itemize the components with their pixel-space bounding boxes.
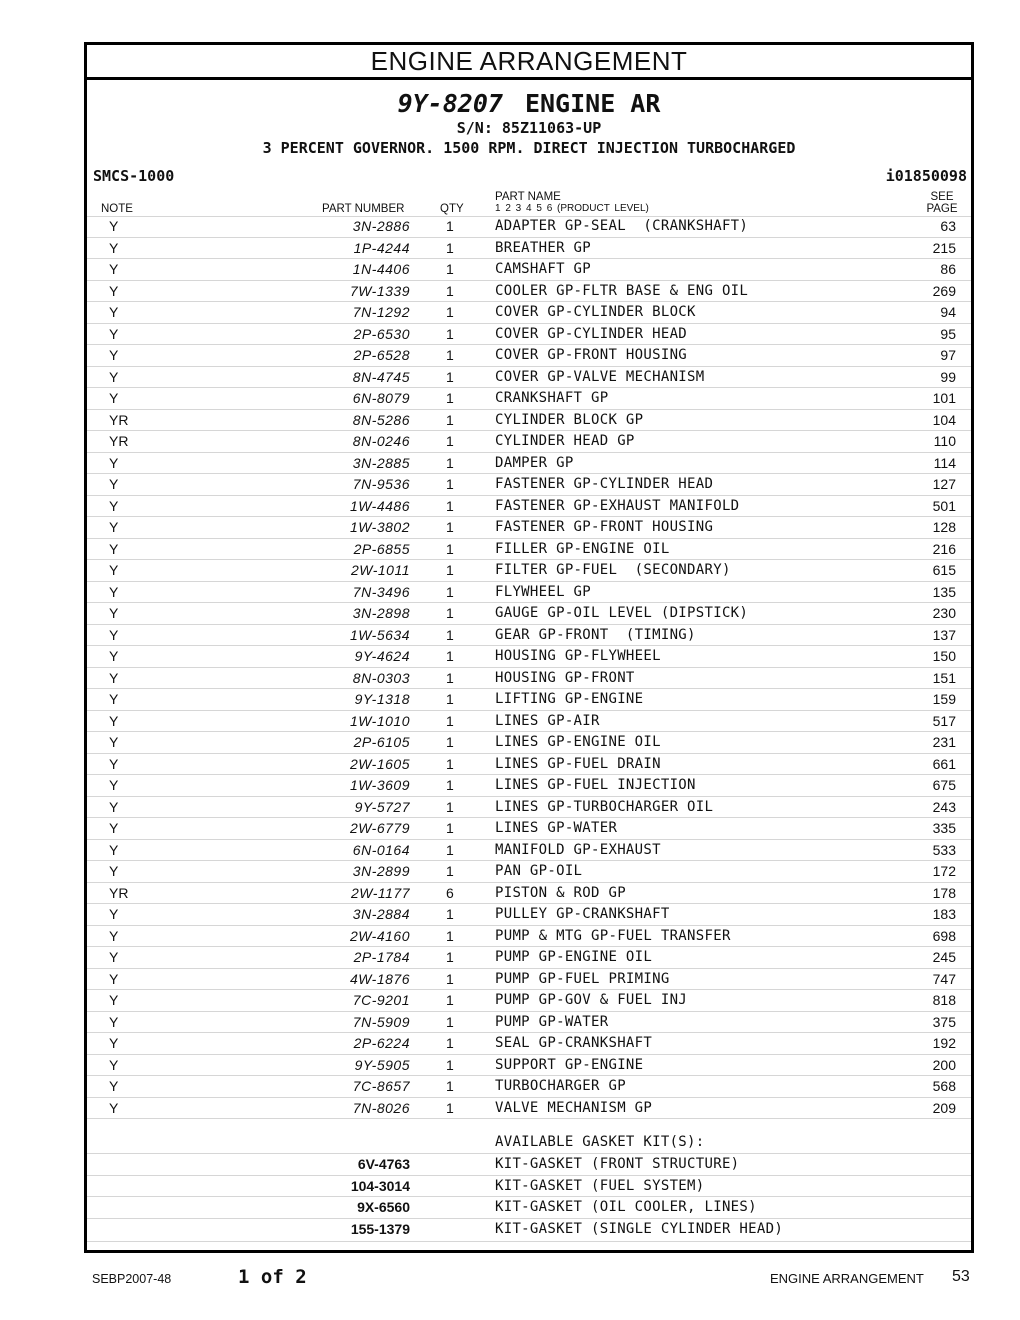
row-qty: 1 <box>446 325 454 342</box>
row-qty: 1 <box>446 863 454 879</box>
serial-number: S/N: 85Z11063-UP <box>456 119 602 137</box>
row-part-number: 9Y-4624 <box>354 648 410 664</box>
row-part-name: FILLER GP-ENGINE OIL <box>495 540 670 557</box>
column-header-part-number: PART NUMBER <box>322 203 405 215</box>
model-heading <box>87 89 971 118</box>
column-header-see: SEE <box>930 191 954 203</box>
row-see-page[interactable]: 245 <box>932 949 956 965</box>
row-part-name: DAMPER GP <box>495 454 574 471</box>
kit-name: KIT-GASKET (FUEL SYSTEM) <box>495 1177 705 1194</box>
row-note: Y <box>109 820 119 836</box>
row-see-page[interactable]: 675 <box>932 777 956 793</box>
row-note: Y <box>109 497 119 514</box>
row-note: Y <box>109 1013 119 1030</box>
table-row <box>87 904 971 926</box>
row-note: Y <box>109 863 119 879</box>
row-note: Y <box>109 476 119 492</box>
row-note: Y <box>109 218 119 234</box>
row-part-name: FLYWHEEL GP <box>495 583 592 600</box>
row-part-number: 2W-1605 <box>349 755 410 772</box>
row-qty: 1 <box>446 820 454 836</box>
row-part-number: 9Y-5727 <box>354 798 410 815</box>
row-note: Y <box>109 540 119 557</box>
row-see-page[interactable]: 183 <box>932 906 956 922</box>
row-note: Y <box>109 841 119 858</box>
row-see-page[interactable]: 243 <box>932 798 956 815</box>
table-row <box>87 947 971 969</box>
row-part-name: COOLER GP-FLTR BASE & ENG OIL <box>495 282 749 299</box>
row-part-number: 3N-2884 <box>352 906 410 922</box>
table-row <box>87 582 971 604</box>
row-part-name: LINES GP-WATER <box>495 820 618 836</box>
table-row <box>87 797 971 819</box>
row-see-page[interactable]: 127 <box>932 476 956 492</box>
row-part-name: FASTENER GP-CYLINDER HEAD <box>495 476 714 492</box>
row-part-number: 7N-1292 <box>352 304 410 320</box>
kit-row <box>87 1175 971 1197</box>
kit-row <box>87 1196 971 1218</box>
row-part-number: 7C-9201 <box>352 992 410 1008</box>
row-part-name: PULLEY GP-CRANKSHAFT <box>495 906 670 922</box>
row-qty: 1 <box>446 992 454 1008</box>
row-qty: 1 <box>446 368 454 385</box>
table-row <box>87 668 971 690</box>
row-part-number: 9Y-5905 <box>354 1056 410 1073</box>
row-part-name: PAN GP-OIL <box>495 863 583 879</box>
row-part-name: COVER GP-CYLINDER HEAD <box>495 325 688 342</box>
row-see-page[interactable]: 97 <box>940 347 956 363</box>
row-part-number: 3N-2899 <box>352 863 410 879</box>
row-part-name: TURBOCHARGER GP <box>495 1078 626 1094</box>
row-see-page[interactable]: 215 <box>932 239 956 256</box>
row-qty: 1 <box>446 1078 454 1094</box>
row-note: Y <box>109 755 119 772</box>
row-part-number: 2W-4160 <box>349 927 410 944</box>
row-part-number: 8N-5286 <box>352 411 410 428</box>
illustration-id: i01850098 <box>885 167 967 185</box>
arrangement-description: 3 PERCENT GOVERNOR. 1500 RPM. DIRECT INJECTION TURBOCHARGED <box>262 139 796 157</box>
row-see-page[interactable]: 114 <box>933 454 956 471</box>
model-name: ENGINE AR <box>524 89 661 118</box>
row-qty: 1 <box>446 562 454 578</box>
row-note: Y <box>109 282 119 299</box>
row-part-name: FASTENER GP-EXHAUST MANIFOLD <box>495 497 740 514</box>
row-qty: 1 <box>446 949 454 965</box>
row-note: Y <box>109 605 119 621</box>
row-see-page[interactable]: 99 <box>940 368 956 385</box>
row-part-name: PUMP GP-GOV & FUEL INJ <box>495 992 688 1008</box>
bottom-divider <box>87 1241 971 1242</box>
row-note: Y <box>109 992 119 1008</box>
row-see-page[interactable]: 517 <box>932 712 956 729</box>
row-see-page[interactable]: 135 <box>932 583 956 600</box>
row-part-number: 2W-1177 <box>350 884 410 901</box>
row-see-page[interactable]: 698 <box>932 927 956 944</box>
column-header-product-level: 1 2 3 4 5 6 (PRODUCT LEVEL) <box>495 203 649 214</box>
page-title: ENGINE ARRANGEMENT <box>87 45 971 80</box>
row-see-page[interactable]: 615 <box>932 562 956 578</box>
row-note: Y <box>109 1035 119 1051</box>
row-part-number: 9Y-1318 <box>354 691 410 707</box>
row-part-number: 8N-0303 <box>352 669 410 686</box>
row-part-name: VALVE MECHANISM GP <box>495 1099 653 1116</box>
row-part-name: GEAR GP-FRONT (TIMING) <box>495 626 696 643</box>
footer-doc-id: SEBP2007-48 <box>92 1272 172 1286</box>
table-row <box>87 646 971 668</box>
row-see-page[interactable]: 150 <box>932 648 956 664</box>
row-note: Y <box>109 626 119 643</box>
row-part-name: PUMP GP-FUEL PRIMING <box>495 970 670 987</box>
row-note: Y <box>109 583 119 600</box>
table-row <box>87 259 971 281</box>
row-part-name: COVER GP-CYLINDER BLOCK <box>495 304 696 320</box>
row-note: Y <box>109 347 119 363</box>
row-part-name: LINES GP-TURBOCHARGER OIL <box>495 798 714 815</box>
row-part-name: BREATHER GP <box>495 239 592 256</box>
kit-name: KIT-GASKET (FRONT STRUCTURE) <box>495 1156 740 1172</box>
row-note: Y <box>109 648 119 664</box>
column-header-page: PAGE <box>926 203 958 215</box>
row-qty: 1 <box>446 583 454 600</box>
table-row <box>87 539 971 561</box>
parts-list-frame <box>84 42 974 1253</box>
column-header-note: NOTE <box>101 203 133 215</box>
row-part-name: LINES GP-FUEL INJECTION <box>495 777 696 793</box>
row-see-page[interactable]: 94 <box>940 304 956 320</box>
row-qty: 1 <box>446 347 454 363</box>
table-row <box>87 560 971 582</box>
row-qty: 1 <box>446 239 454 256</box>
row-part-name: HOUSING GP-FRONT <box>495 669 635 686</box>
row-see-page[interactable]: 501 <box>932 497 956 514</box>
row-see-page[interactable]: 533 <box>932 841 956 858</box>
row-see-page[interactable]: 86 <box>940 261 956 277</box>
row-part-number: 2P-6105 <box>353 734 410 750</box>
table-row <box>87 345 971 367</box>
row-note: Y <box>109 325 119 342</box>
row-see-page[interactable]: 335 <box>932 820 956 836</box>
table-row <box>87 324 971 346</box>
row-qty: 1 <box>446 906 454 922</box>
row-qty: 1 <box>446 282 454 299</box>
row-see-page[interactable]: 661 <box>932 755 956 772</box>
row-note: YR <box>109 411 129 428</box>
row-part-name: PISTON & ROD GP <box>495 884 626 901</box>
table-row <box>87 711 971 733</box>
row-see-page[interactable]: 128 <box>932 519 956 535</box>
row-see-page[interactable]: 63 <box>940 218 956 234</box>
row-note: Y <box>109 777 119 793</box>
row-part-number: 4W-1876 <box>349 970 410 987</box>
row-part-name: CRANKSHAFT GP <box>495 390 609 406</box>
table-row <box>87 453 971 475</box>
kit-name: KIT-GASKET (SINGLE CYLINDER HEAD) <box>495 1220 784 1237</box>
row-part-number: 8N-4745 <box>352 368 410 385</box>
table-row <box>87 732 971 754</box>
row-qty: 1 <box>446 691 454 707</box>
row-see-page[interactable]: 375 <box>932 1013 956 1030</box>
kit-part-number: 104-3014 <box>350 1177 410 1194</box>
row-part-number: 7N-5909 <box>352 1013 410 1030</box>
footer-page-count: 1 of 2 <box>238 1266 307 1288</box>
row-part-number: 7N-9536 <box>352 476 410 492</box>
row-part-name: CYLINDER HEAD GP <box>495 433 635 449</box>
row-qty: 1 <box>446 712 454 729</box>
table-row <box>87 818 971 840</box>
row-qty: 1 <box>446 605 454 621</box>
row-qty: 1 <box>446 1056 454 1073</box>
row-qty: 1 <box>446 497 454 514</box>
row-part-name: CYLINDER BLOCK GP <box>495 411 644 428</box>
row-part-number: 1W-3802 <box>349 519 410 535</box>
table-row <box>87 367 971 389</box>
row-note: YR <box>109 884 129 901</box>
row-part-number: 8N-0246 <box>352 433 410 449</box>
row-note: YR <box>109 433 129 449</box>
row-qty: 1 <box>446 777 454 793</box>
row-qty: 1 <box>446 540 454 557</box>
row-part-number: 7W-1339 <box>349 282 410 299</box>
table-row <box>87 388 971 410</box>
row-qty: 1 <box>446 476 454 492</box>
row-note: Y <box>109 519 119 535</box>
row-see-page[interactable]: 216 <box>932 540 956 557</box>
row-part-number: 2W-6779 <box>349 820 410 836</box>
row-part-number: 2W-1011 <box>350 562 410 578</box>
row-qty: 1 <box>446 519 454 535</box>
table-row <box>87 1098 971 1120</box>
table-row <box>87 281 971 303</box>
row-see-page[interactable]: 231 <box>932 734 956 750</box>
column-header-part-name: PART NAME <box>495 191 561 203</box>
gasket-kits-table <box>87 1153 971 1239</box>
kit-name: KIT-GASKET (OIL COOLER, LINES) <box>495 1199 757 1215</box>
row-part-name: PUMP GP-WATER <box>495 1013 609 1030</box>
row-qty: 1 <box>446 390 454 406</box>
row-note: Y <box>109 798 119 815</box>
row-part-name: SUPPORT GP-ENGINE <box>495 1056 644 1073</box>
row-qty: 1 <box>446 798 454 815</box>
row-see-page[interactable]: 747 <box>932 970 956 987</box>
table-row <box>87 754 971 776</box>
footer-section-title: ENGINE ARRANGEMENT <box>770 1271 924 1286</box>
row-part-number: 2P-6224 <box>353 1035 410 1051</box>
row-see-page[interactable]: 95 <box>940 325 956 342</box>
row-part-name: FASTENER GP-FRONT HOUSING <box>495 519 714 535</box>
table-row <box>87 1076 971 1098</box>
row-note: Y <box>109 691 119 707</box>
row-qty: 1 <box>446 433 454 449</box>
row-part-name: COVER GP-FRONT HOUSING <box>495 347 688 363</box>
table-row <box>87 990 971 1012</box>
row-qty: 1 <box>446 626 454 643</box>
row-part-number: 7N-8026 <box>352 1099 410 1116</box>
row-part-name: LINES GP-ENGINE OIL <box>495 734 661 750</box>
row-note: Y <box>109 1056 119 1073</box>
table-row <box>87 840 971 862</box>
table-row <box>87 969 971 991</box>
row-part-name: SEAL GP-CRANKSHAFT <box>495 1035 653 1051</box>
row-qty: 1 <box>446 755 454 772</box>
row-part-number: 2P-1784 <box>353 949 410 965</box>
row-part-number: 6N-0164 <box>352 841 410 858</box>
footer-page-number: 53 <box>952 1268 970 1285</box>
row-part-name: PUMP GP-ENGINE OIL <box>495 949 653 965</box>
row-qty: 1 <box>446 734 454 750</box>
kit-row <box>87 1153 971 1175</box>
parts-table <box>87 216 971 1119</box>
row-qty: 1 <box>446 669 454 686</box>
column-header-qty: QTY <box>440 203 464 215</box>
table-row <box>87 496 971 518</box>
row-note: Y <box>109 1078 119 1094</box>
row-part-number: 1W-5634 <box>349 626 410 643</box>
row-note: Y <box>109 906 119 922</box>
table-row <box>87 883 971 905</box>
table-row <box>87 1012 971 1034</box>
row-part-number: 6N-8079 <box>352 390 410 406</box>
table-row <box>87 926 971 948</box>
row-part-name: LIFTING GP-ENGINE <box>495 691 644 707</box>
row-see-page[interactable]: 230 <box>932 605 956 621</box>
row-qty: 1 <box>446 648 454 664</box>
row-note: Y <box>109 669 119 686</box>
table-row <box>87 861 971 883</box>
row-note: Y <box>109 734 119 750</box>
model-part-number: 9Y-8207 <box>397 89 503 118</box>
row-part-name: GAUGE GP-OIL LEVEL (DIPSTICK) <box>495 605 749 621</box>
row-note: Y <box>109 261 119 277</box>
table-row <box>87 775 971 797</box>
row-part-number: 3N-2886 <box>352 218 410 234</box>
table-row <box>87 1055 971 1077</box>
row-qty: 1 <box>446 970 454 987</box>
row-see-page[interactable]: 159 <box>932 691 956 707</box>
row-part-name: LINES GP-FUEL DRAIN <box>495 755 661 772</box>
row-part-number: 2P-6528 <box>353 347 410 363</box>
row-part-name: COVER GP-VALVE MECHANISM <box>495 368 705 385</box>
table-row <box>87 302 971 324</box>
row-see-page[interactable]: 151 <box>932 669 956 686</box>
row-note: Y <box>109 454 119 471</box>
row-see-page[interactable]: 110 <box>933 433 956 449</box>
row-see-page[interactable]: 178 <box>932 884 956 901</box>
row-qty: 1 <box>446 304 454 320</box>
row-note: Y <box>109 390 119 406</box>
row-note: Y <box>109 712 119 729</box>
row-part-number: 7N-3496 <box>352 583 410 600</box>
row-part-name: PUMP & MTG GP-FUEL TRANSFER <box>495 927 731 944</box>
row-part-number: 3N-2885 <box>352 454 410 471</box>
row-see-page[interactable]: 101 <box>932 390 956 406</box>
gasket-kits-heading: AVAILABLE GASKET KIT(S): <box>495 1134 705 1150</box>
row-note: Y <box>109 304 119 320</box>
row-part-number: 2P-6855 <box>353 540 410 557</box>
row-part-name: ADAPTER GP-SEAL (CRANKSHAFT) <box>495 218 749 234</box>
row-part-number: 1W-1010 <box>349 712 410 729</box>
row-qty: 6 <box>446 884 454 901</box>
row-note: Y <box>109 1099 119 1116</box>
row-qty: 1 <box>446 927 454 944</box>
table-row <box>87 689 971 711</box>
row-part-name: LINES GP-AIR <box>495 712 600 729</box>
row-see-page[interactable]: 568 <box>932 1078 956 1094</box>
table-row <box>87 625 971 647</box>
row-qty: 1 <box>446 1035 454 1051</box>
row-see-page[interactable]: 104 <box>932 411 956 428</box>
table-row <box>87 238 971 260</box>
row-note: Y <box>109 949 119 965</box>
table-row <box>87 216 971 238</box>
row-qty: 1 <box>446 454 454 471</box>
kit-part-number: 155-1379 <box>350 1220 410 1237</box>
row-part-number: 7C-8657 <box>352 1078 410 1094</box>
row-qty: 1 <box>446 841 454 858</box>
row-see-page[interactable]: 172 <box>932 863 956 879</box>
table-row <box>87 1033 971 1055</box>
row-note: Y <box>109 562 119 578</box>
table-row <box>87 431 971 453</box>
row-part-name: FILTER GP-FUEL (SECONDARY) <box>495 562 731 578</box>
row-see-page[interactable]: 137 <box>932 626 956 643</box>
row-qty: 1 <box>446 218 454 234</box>
row-part-name: HOUSING GP-FLYWHEEL <box>495 648 661 664</box>
row-see-page[interactable]: 209 <box>932 1099 956 1116</box>
row-note: Y <box>109 927 119 944</box>
table-row <box>87 410 971 432</box>
table-row <box>87 603 971 625</box>
row-part-name: MANIFOLD GP-EXHAUST <box>495 841 661 858</box>
row-see-page[interactable]: 200 <box>932 1056 956 1073</box>
table-row <box>87 517 971 539</box>
kit-row <box>87 1218 971 1240</box>
row-part-number: 2P-6530 <box>353 325 410 342</box>
row-note: Y <box>109 239 119 256</box>
row-qty: 1 <box>446 411 454 428</box>
row-see-page[interactable]: 269 <box>932 282 956 299</box>
row-qty: 1 <box>446 261 454 277</box>
row-see-page[interactable]: 192 <box>932 1035 956 1051</box>
row-part-number: 3N-2898 <box>352 605 410 621</box>
row-part-number: 1W-3609 <box>349 777 410 793</box>
row-qty: 1 <box>446 1099 454 1116</box>
table-row <box>87 474 971 496</box>
smcs-code: SMCS-1000 <box>93 167 175 185</box>
row-part-number: 1P-4244 <box>353 239 410 256</box>
row-part-name: CAMSHAFT GP <box>495 261 592 277</box>
row-part-number: 1N-4406 <box>352 261 410 277</box>
kit-part-number: 6V-4763 <box>357 1156 410 1172</box>
row-see-page[interactable]: 818 <box>932 992 956 1008</box>
row-qty: 1 <box>446 1013 454 1030</box>
kit-part-number: 9X-6560 <box>357 1199 410 1215</box>
row-part-number: 1W-4486 <box>349 497 410 514</box>
row-note: Y <box>109 368 119 385</box>
row-note: Y <box>109 970 119 987</box>
